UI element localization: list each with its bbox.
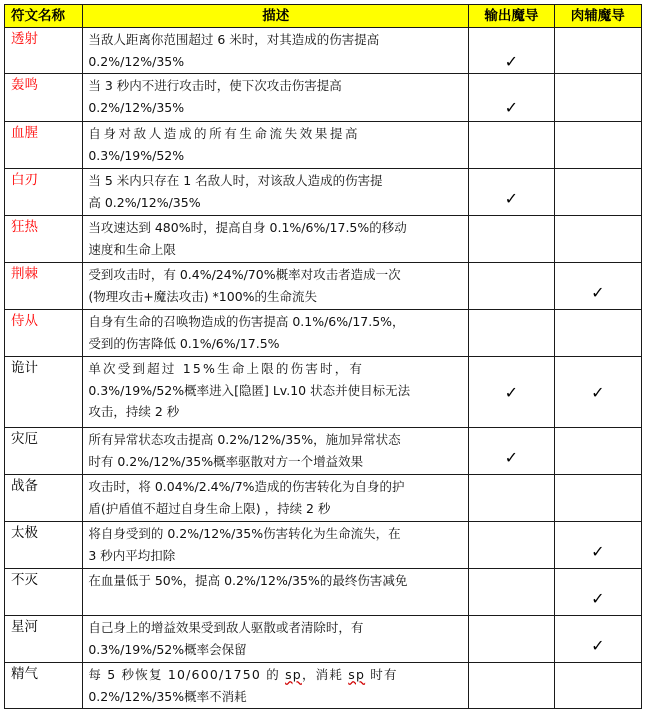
output-cell xyxy=(469,216,554,263)
rune-name: 诡计 xyxy=(5,357,83,428)
output-cell xyxy=(469,28,554,74)
rune-name: 灾厄 xyxy=(5,428,83,475)
check-icon: ✓ xyxy=(591,283,605,302)
output-cell xyxy=(469,663,554,709)
table-row xyxy=(5,616,642,663)
tank-cell xyxy=(554,169,641,216)
rune-name: 白刃 xyxy=(5,169,83,216)
rune-name: 荆棘 xyxy=(5,263,83,310)
tank-cell xyxy=(554,216,641,263)
output-cell xyxy=(469,122,554,169)
rune-desc: 自身对敌人造成的所有生命流失效果提高 0.3%/19%/52% xyxy=(83,122,469,169)
spellcheck-underline: sp xyxy=(285,667,302,682)
check-icon: ✓ xyxy=(504,189,519,208)
output-cell xyxy=(469,569,554,616)
rune-name: 透射 xyxy=(5,28,83,74)
check-icon: ✓ xyxy=(591,542,605,561)
tank-cell xyxy=(554,357,641,428)
output-cell xyxy=(469,428,554,475)
check-icon: ✓ xyxy=(504,98,519,117)
tank-cell xyxy=(554,522,641,569)
table-row xyxy=(5,310,642,357)
check-icon: ✓ xyxy=(504,448,519,467)
tank-cell xyxy=(554,616,641,663)
rune-desc: 当 3 秒内不进行攻击时，使下次攻击伤害提高 0.2%/12%/35% xyxy=(83,74,469,122)
rune-name: 星河 xyxy=(5,616,83,663)
table-row xyxy=(5,357,642,428)
rune-desc: 单次受到超过 15%生命上限的伤害时，有 0.3%/19%/52%概率进入[隐匿] Lv.10 状态并使目标无法 攻击，持续 2 秒 xyxy=(83,357,469,428)
tank-cell xyxy=(554,663,641,709)
rune-desc: 将自身受到的 0.2%/12%/35%伤害转化为生命流失，在 3 秒内平均扣除 xyxy=(83,522,469,569)
rune-name: 精气 xyxy=(5,663,83,709)
output-cell xyxy=(469,616,554,663)
output-cell xyxy=(469,169,554,216)
tank-cell xyxy=(554,569,641,616)
output-cell xyxy=(469,310,554,357)
rune-desc: 当敌人距离你范围超过 6 米时，对其造成的伤害提高 0.2%/12%/35% xyxy=(83,28,469,74)
table-row xyxy=(5,475,642,522)
spellcheck-underline: sp xyxy=(348,667,366,682)
table-row xyxy=(5,428,642,475)
rune-name: 太极 xyxy=(5,522,83,569)
header-desc: 描述 xyxy=(83,5,469,28)
check-icon: ✓ xyxy=(504,383,519,402)
header-name: 符文名称 xyxy=(5,5,83,28)
output-cell xyxy=(469,522,554,569)
check-icon: ✓ xyxy=(591,589,605,608)
rune-desc: 在血量低于 50%，提高 0.2%/12%/35%的最终伤害减免 xyxy=(83,569,469,616)
tank-cell xyxy=(554,263,641,310)
tank-cell xyxy=(554,310,641,357)
check-icon: ✓ xyxy=(591,383,605,402)
header-row xyxy=(5,5,642,28)
rune-name: 狂热 xyxy=(5,216,83,263)
table-row xyxy=(5,216,642,263)
output-cell xyxy=(469,475,554,522)
rune-name: 血腥 xyxy=(5,122,83,169)
check-icon: ✓ xyxy=(591,636,605,655)
table-row xyxy=(5,28,642,74)
rune-table xyxy=(4,4,642,709)
rune-desc: 每 5 秒恢复 10/600/1750 的 sp，消耗 sp 时有 0.2%/12%/35%概率不消耗 xyxy=(83,663,469,709)
rune-desc: 当 5 米内只存在 1 名敌人时，对该敌人造成的伤害提 高 0.2%/12%/35% xyxy=(83,169,469,216)
tank-cell xyxy=(554,122,641,169)
tank-cell xyxy=(554,28,641,74)
table-row xyxy=(5,122,642,169)
header-output: 输出魔导 xyxy=(469,5,554,28)
table-row xyxy=(5,74,642,122)
table-row xyxy=(5,663,642,709)
rune-desc: 自身有生命的召唤物造成的伤害提高 0.1%/6%/17.5%， 受到的伤害降低 0.1%/6%/17.5% xyxy=(83,310,469,357)
tank-cell xyxy=(554,475,641,522)
rune-desc: 攻击时，将 0.04%/2.4%/7%造成的伤害转化为自身的护 盾(护盾值不超过自身生命上限) ，持续 2 秒 xyxy=(83,475,469,522)
rune-name: 不灭 xyxy=(5,569,83,616)
table-row xyxy=(5,169,642,216)
table-row xyxy=(5,263,642,310)
table-row xyxy=(5,569,642,616)
output-cell xyxy=(469,74,554,122)
rune-desc: 受到攻击时，有 0.4%/24%/70%概率对攻击者造成一次 (物理攻击+魔法攻击) *100%的生命流失 xyxy=(83,263,469,310)
tank-cell xyxy=(554,74,641,122)
rune-desc: 所有异常状态攻击提高 0.2%/12%/35%，施加异常状态 时有 0.2%/12%/35%概率驱散对方一个增益效果 xyxy=(83,428,469,475)
table-row xyxy=(5,522,642,569)
output-cell xyxy=(469,357,554,428)
output-cell xyxy=(469,263,554,310)
rune-desc: 当攻速达到 480%时，提高自身 0.1%/6%/17.5%的移动 速度和生命上限 xyxy=(83,216,469,263)
rune-name: 侍从 xyxy=(5,310,83,357)
header-tank: 肉辅魔导 xyxy=(554,5,641,28)
tank-cell xyxy=(554,428,641,475)
rune-name: 战备 xyxy=(5,475,83,522)
rune-name: 轰鸣 xyxy=(5,74,83,122)
rune-desc: 自己身上的增益效果受到敌人驱散或者清除时，有 0.3%/19%/52%概率会保留 xyxy=(83,616,469,663)
check-icon: ✓ xyxy=(504,52,519,71)
